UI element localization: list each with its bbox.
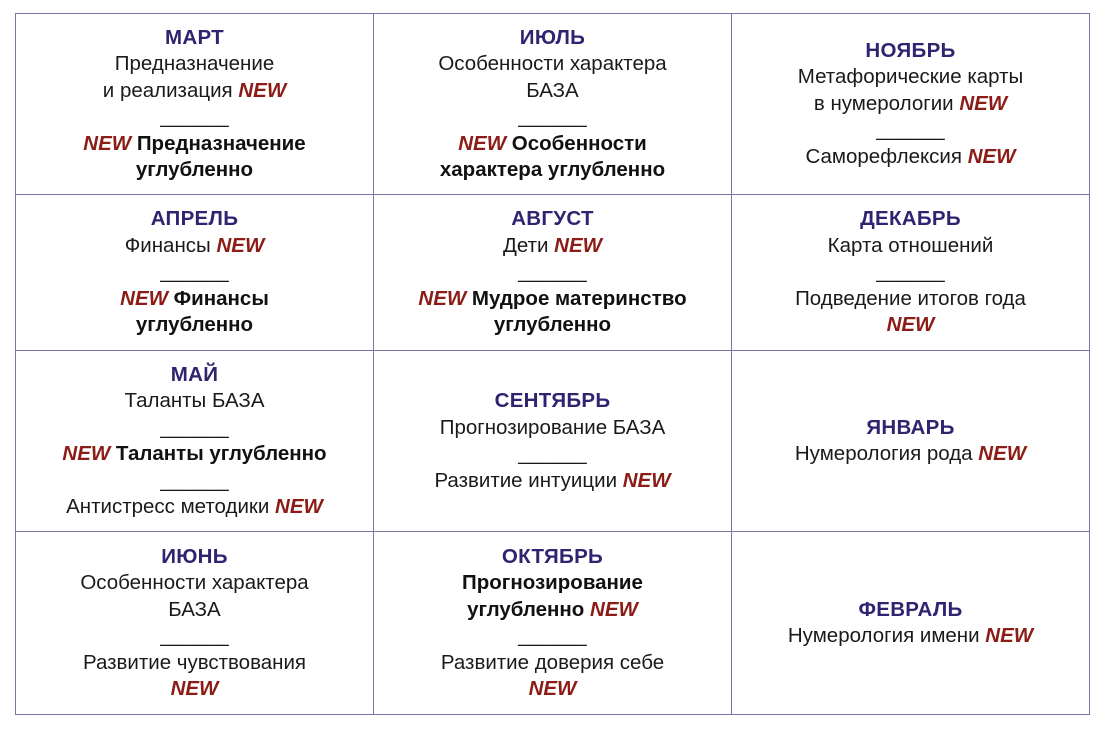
- course-text: Саморефлексия: [805, 144, 968, 168]
- course-line: [438, 51, 666, 78]
- course-line: [798, 64, 1023, 91]
- month-title: СЕНТЯБРЬ: [494, 389, 611, 412]
- course-text: Прогнозирование БАЗА: [439, 415, 666, 439]
- course-line: [526, 78, 579, 105]
- course-text: углубленно: [493, 313, 612, 337]
- course-line: [62, 441, 326, 468]
- course-text: Развитие интуиции: [434, 468, 623, 492]
- course-text: Предназначение: [131, 131, 306, 155]
- new-badge: NEW: [238, 78, 287, 102]
- month-title: ЯНВАРЬ: [866, 415, 955, 439]
- course-text: Финансы: [124, 233, 217, 257]
- course-text: Таланты БАЗА: [124, 389, 265, 412]
- course-text: Метафорические карты: [797, 65, 1024, 89]
- month-title: МАЙ: [170, 362, 219, 386]
- course-text: Нумерология рода: [794, 442, 979, 465]
- course-line: [795, 441, 1026, 468]
- course-line: [467, 597, 638, 624]
- new-badge: NEW: [418, 286, 467, 310]
- new-badge: NEW: [622, 468, 671, 492]
- course-text: Финансы: [167, 286, 269, 310]
- month-cell: [374, 351, 732, 532]
- month-cell: [374, 532, 732, 714]
- month-title: ИЮНЬ: [161, 544, 228, 568]
- new-badge: NEW: [275, 495, 323, 518]
- course-line: [458, 131, 647, 158]
- course-line: [887, 312, 935, 339]
- course-text: и реализация: [102, 78, 239, 102]
- course-line: [462, 570, 643, 597]
- course-text: БАЗА: [168, 597, 221, 621]
- course-text: в нумерологии: [813, 91, 960, 115]
- course-line: [124, 388, 264, 415]
- new-badge: NEW: [985, 624, 1034, 647]
- new-badge: NEW: [978, 442, 1027, 465]
- course-line: [83, 131, 305, 158]
- course-line: [828, 233, 994, 260]
- course-line: [503, 233, 602, 260]
- course-text: Таланты углубленно: [110, 442, 327, 465]
- course-line: [788, 623, 1033, 650]
- course-line: [125, 233, 265, 260]
- course-line: [418, 286, 686, 313]
- month-cell: [16, 195, 374, 351]
- course-text: Особенности характера: [80, 571, 309, 594]
- separator-line: ______: [160, 105, 229, 128]
- course-text: Прогнозирование: [462, 571, 643, 594]
- course-line: [120, 286, 269, 313]
- separator-line: ______: [518, 260, 587, 284]
- month-cell: [732, 195, 1089, 351]
- course-line: [115, 51, 274, 78]
- course-text: Антистресс методики: [66, 495, 276, 518]
- month-cell: [374, 195, 732, 351]
- course-line: [440, 415, 666, 442]
- course-text: Подведение итогов года: [795, 286, 1026, 310]
- month-title: МАРТ: [164, 25, 224, 49]
- course-text: БАЗА: [526, 78, 579, 102]
- course-line: [494, 312, 611, 339]
- course-line: [529, 676, 577, 703]
- separator-line: ______: [876, 118, 945, 142]
- course-line: [103, 78, 286, 105]
- course-line: [805, 144, 1015, 171]
- month-title: ИЮЛЬ: [519, 25, 586, 49]
- month-cell: [16, 351, 374, 532]
- month-title: ОКТЯБРЬ: [501, 544, 604, 568]
- course-text: углубленно: [467, 597, 591, 621]
- course-line: [136, 312, 253, 339]
- course-text: характера углубленно: [439, 158, 666, 181]
- course-text: Особенности: [506, 131, 647, 155]
- new-badge: NEW: [62, 442, 111, 465]
- course-line: [66, 494, 323, 521]
- new-badge: NEW: [120, 286, 168, 310]
- course-line: [795, 286, 1026, 313]
- course-text: углубленно: [135, 158, 254, 181]
- new-badge: NEW: [458, 131, 507, 155]
- month-title: АПРЕЛЬ: [150, 207, 239, 231]
- course-text: Карта отношений: [827, 233, 994, 257]
- separator-line: ______: [160, 260, 229, 284]
- course-text: Мудрое материнство: [466, 286, 687, 310]
- course-line: [434, 468, 670, 495]
- course-text: Особенности характера: [438, 52, 667, 75]
- course-line: [168, 597, 221, 624]
- course-text: Дети: [503, 233, 555, 257]
- course-line: [80, 570, 308, 597]
- month-cell: [732, 14, 1089, 195]
- month-title: ДЕКАБРЬ: [860, 207, 961, 231]
- new-badge: NEW: [216, 233, 265, 257]
- month-cell: [374, 14, 732, 195]
- month-cell: [732, 351, 1089, 532]
- course-schedule-table: [15, 13, 1090, 715]
- separator-line: ______: [518, 624, 587, 647]
- course-text: Нумерология имени: [787, 624, 986, 647]
- month-title: ФЕВРАЛЬ: [858, 597, 963, 621]
- separator-line: ______: [876, 260, 945, 284]
- course-line: [814, 91, 1007, 118]
- separator-line: ______: [160, 468, 229, 492]
- month-title: АВГУСТ: [511, 207, 594, 231]
- month-cell: [16, 14, 374, 195]
- new-badge: NEW: [886, 313, 935, 337]
- new-badge: NEW: [170, 677, 219, 700]
- course-text: Развитие чувствования: [82, 650, 307, 674]
- course-text: углубленно: [135, 313, 254, 337]
- separator-line: ______: [518, 442, 587, 465]
- new-badge: NEW: [554, 233, 602, 257]
- month-cell: [732, 532, 1089, 714]
- new-badge: NEW: [83, 131, 132, 155]
- month-title: НОЯБРЬ: [865, 38, 956, 62]
- new-badge: NEW: [967, 144, 1016, 168]
- separator-line: ______: [160, 415, 229, 439]
- course-text: Предназначение: [114, 52, 275, 75]
- separator-line: ______: [518, 105, 587, 128]
- course-line: [83, 650, 306, 677]
- course-line: [441, 650, 664, 677]
- course-line: [171, 676, 219, 703]
- course-line: [136, 157, 253, 184]
- new-badge: NEW: [959, 91, 1008, 115]
- new-badge: NEW: [528, 677, 577, 700]
- separator-line: ______: [160, 624, 229, 647]
- new-badge: NEW: [590, 597, 638, 621]
- course-line: [440, 157, 665, 184]
- course-text: Развитие доверия себе: [440, 650, 665, 674]
- month-cell: [16, 532, 374, 714]
